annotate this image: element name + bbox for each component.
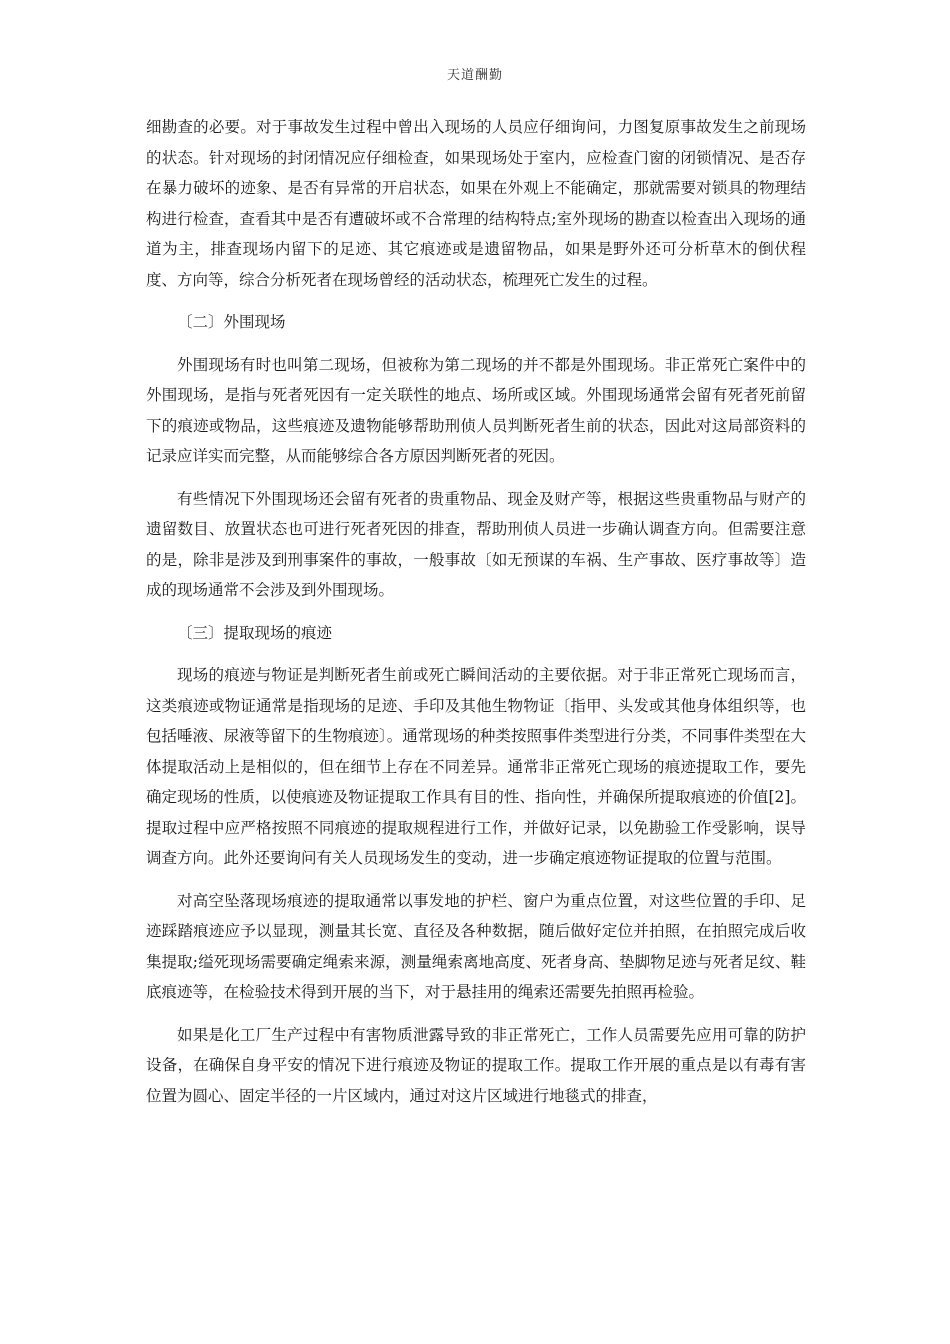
paragraph: 对高空坠落现场痕迹的提取通常以事发地的护栏、窗户为重点位置，对这些位置的手印、足迹踩踏痕迹应予以显现，测量其长宽、直径及各种数据，随后做好定位并拍照，在拍照完成后收集提取;缢死现场需要确定绳索来源，测量绳索离地高度、死者身高、垫脚物足迹与死者足纹、鞋底痕迹等，在检验技术得到开展的当下，对于悬挂用的绳索还需要先拍照再检验。: [146, 891, 806, 1001]
section-heading-extract-traces: 〔三〕提取现场的痕迹: [177, 623, 333, 642]
paragraph: 如果是化工厂生产过程中有害物质泄露导致的非正常死亡，工作人员需要先应用可靠的防护设备，在确保自身平安的情况下进行痕迹及物证的提取工作。提取工作开展的重点是以有毒有害位置为圆心、固定半径的一片区域内，通过对这片区域进行地毯式的排查，: [146, 1025, 806, 1105]
paragraph: 有些情况下外围现场还会留有死者的贵重物品、现金及财产等，根据这些贵重物品与财产的遗留数目、放置状态也可进行死者死因的排查，帮助刑侦人员进一步确认调查方向。但需要注意的是，除非是涉及到刑事案件的事故，一般事故〔如无预谋的车祸、生产事故、医疗事故等〕造成的现场通常不会涉及到外围现场。: [146, 489, 806, 599]
page-header: 天道酬勤: [446, 68, 503, 83]
document-body: [146, 112, 806, 1123]
paragraph-continuation: 细勘查的必要。对于事故发生过程中曾出入现场的人员应仔细询问，力图复原事故发生之前现场的状态。针对现场的封闭情况应仔细检查，如果现场处于室内，应检查门窗的闭锁情况、是否存在暴力破坏的迹象、是否有异常的开启状态，如果在外观上不能确定，那就需要对锁具的物理结构进行检查，查看其中是否有遭破坏或不合常理的结构特点;室外现场的勘查以检查出入现场的通道为主，排查现场内留下的足迹、其它痕迹或是遗留物品，如果是野外还可分析草木的倒伏程度、方向等，综合分析死者在现场曾经的活动状态，梳理死亡发生的过程。: [146, 118, 806, 289]
paragraph: 外围现场有时也叫第二现场，但被称为第二现场的并不都是外围现场。非正常死亡案件中的外围现场，是指与死者死因有一定关联性的地点、场所或区域。外围现场通常会留有死者死前留下的痕迹或物品，这些痕迹及遗物能够帮助刑侦人员判断死者生前的状态，因此对这局部资料的记录应详实而完整，从而能够综合各方原因判断死者的死因。: [146, 355, 806, 465]
section-heading-outer-scene: 〔二〕外围现场: [177, 313, 286, 331]
paragraph: 现场的痕迹与物证是判断死者生前或死亡瞬间活动的主要依据。对于非正常死亡现场而言，这类痕迹或物证通常是指现场的足迹、手印及其他生物物证〔指甲、头发或其他身体组织等，也包括唾液、尿液等留下的生物痕迹〕。通常现场的种类按照事件类型进行分类，不同事件类型在大体提取活动上是相似的，但在细节上存在不同差异。通常非正常死亡现场的痕迹提取工作，要先确定现场的性质，以使痕迹及物证提取工作具有目的性、指向性，并确保所提取痕迹的价值[2]。提取过程中应严格按照不同痕迹的提取规程进行工作，并做好记录，以免勘验工作受影响，误导调查方向。此外还要询问有关人员现场发生的变动，进一步确定痕迹物证提取的位置与范围。: [146, 666, 806, 867]
